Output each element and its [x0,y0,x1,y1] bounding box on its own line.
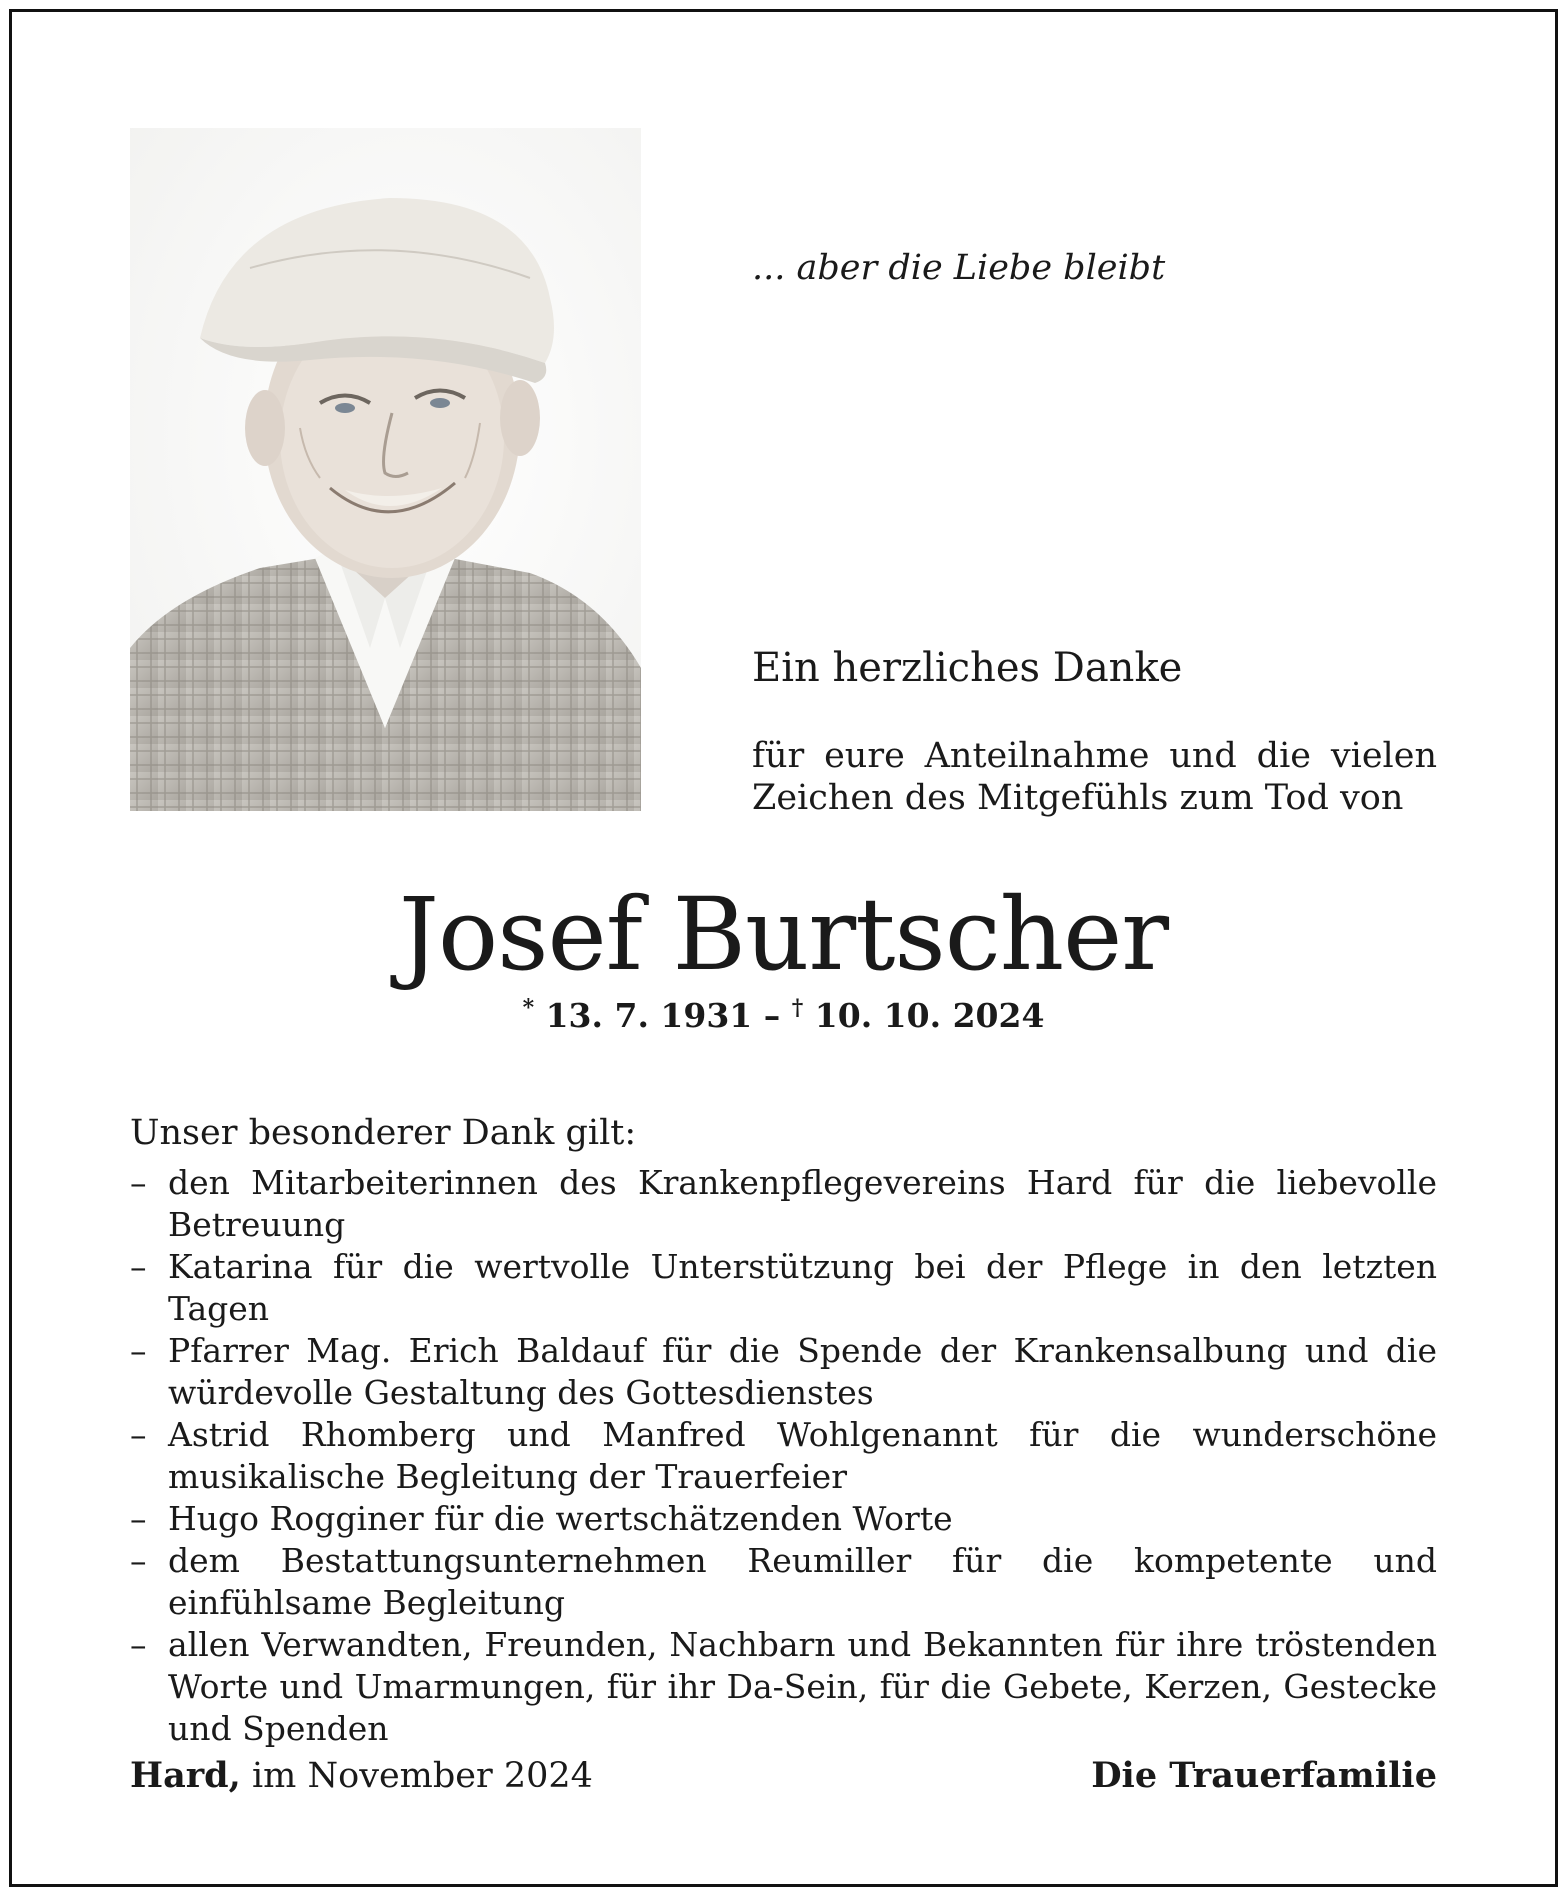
acknowledgements-intro: Unser besonderer Dank gilt: [130,1113,637,1153]
life-dates [0,995,1567,1035]
birth-symbol: * [522,995,535,1021]
birth-date: 13. 7. 1931 [545,996,753,1035]
place: Hard, [130,1755,241,1796]
list-item: – Pfarrer Mag. Erich Baldauf für die Spende der Krankensalbung und die würdevolle Gestaltung des Gottesdienstes [130,1330,1437,1414]
list-item: – den Mitarbeiterinnen des Krankenpflegevereins Hard für die liebevolle Betreuung [130,1162,1437,1246]
list-item: – allen Verwandten, Freunden, Nachbarn und Bekannten für ihre tröstenden Worte und Umarmungen, für ihr Da-Sein, für die Gebete, Kerzen, Gestecke und Spenden [130,1624,1437,1750]
motto: ... aber die Liebe bleibt [752,248,1166,288]
list-item: – Hugo Rogginer für die wertschätzenden Worte [130,1498,1437,1540]
death-date: 10. 10. 2024 [814,996,1045,1035]
acknowledgements-list [130,1162,1437,1750]
list-item: – dem Bestattungsunternehmen Reumiller für die kompetente und einfühlsame Begleitung [130,1540,1437,1624]
deceased-name: Josef Burtscher [398,876,1169,993]
date-separator: – [763,996,781,1035]
death-symbol: † [791,995,804,1021]
signature: Die Trauerfamilie [1091,1755,1437,1796]
thanks-text: für eure Anteilnahme und die vielen Zeichen des Mitgefühls zum Tod von [752,736,1437,818]
portrait-photo [130,128,641,811]
list-item: – Astrid Rhomberg und Manfred Wohlgenannt für die wunderschöne musikalische Begleitung der Trauerfeier [130,1414,1437,1498]
thanks-heading: Ein herzliches Danke [752,645,1183,691]
list-item: – Katarina für die wertvolle Unterstützung bei der Pflege in den letzten Tagen [130,1246,1437,1330]
place-and-date [130,1755,593,1796]
date: im November 2024 [240,1756,593,1796]
portrait-illustration [130,128,641,811]
